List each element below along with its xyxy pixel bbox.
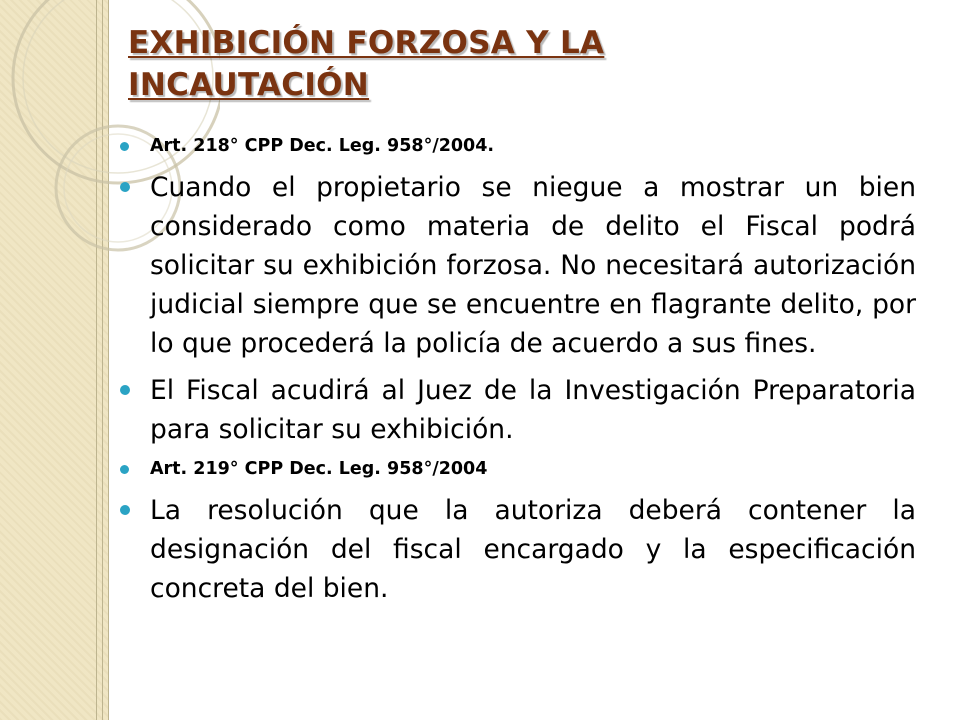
slide-title: EXHIBICIÓN FORZOSA Y LA INCAUTACIÓN (128, 25, 605, 103)
bullet-text: Art. 218° CPP Dec. Leg. 958°/2004. (150, 136, 495, 156)
bullet-list (116, 134, 916, 616)
bullet-item (116, 491, 916, 608)
bullet-text: Cuando el propietario se niegue a mostrar un bien considerado como materia de delito el Fiscal podrá solicitar su exhibición forzosa. No necesitará autorización judicial siempre que se encuentre en flagrante delito, por lo que procederá la policía de acuerdo a sus fines. (150, 172, 916, 359)
bullet-text: La resolución que la autoriza deberá contener la designación del fiscal encargado y la especificación concreta del bien. (150, 495, 916, 604)
bullet-text: El Fiscal acudirá al Juez de la Investigación Preparatoria para solicitar su exhibición. (150, 375, 916, 445)
bullet-item (116, 134, 916, 158)
bullet-item (116, 168, 916, 363)
bullet-text: Art. 219° CPP Dec. Leg. 958°/2004 (150, 459, 488, 479)
bullet-item (116, 457, 916, 481)
bullet-item (116, 371, 916, 449)
